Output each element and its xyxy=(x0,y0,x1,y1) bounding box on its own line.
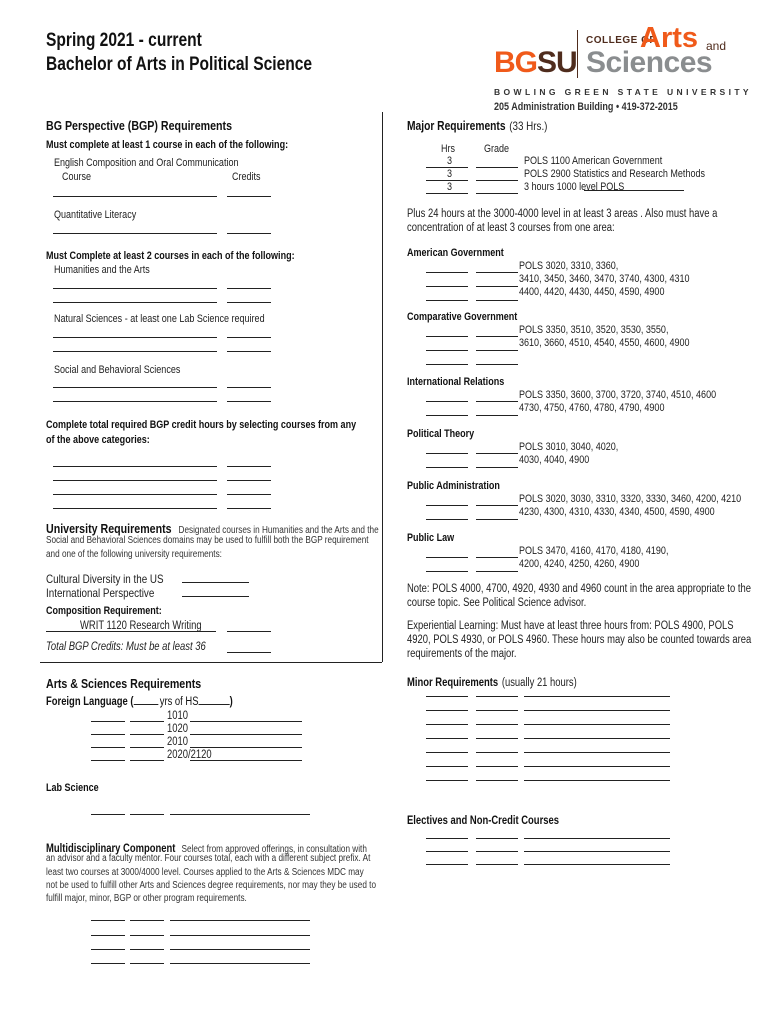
core-course: 3 hours 1000 level POLS xyxy=(524,181,625,193)
column-divider xyxy=(382,112,383,662)
bgp-must2: Must Complete at least 2 courses in each of the following: xyxy=(46,250,295,262)
bgsu-su: SU xyxy=(537,46,577,79)
complete-line1: Complete total required BGP credit hours by selecting courses from any xyxy=(46,419,357,431)
international-label: International Perspective xyxy=(46,586,155,600)
mdc-blank-b xyxy=(130,963,164,964)
area-heading: American Government xyxy=(407,247,504,259)
fl-blank-b xyxy=(130,734,164,735)
minor-note: (usually 21 hours) xyxy=(501,677,577,689)
university-name: BOWLING GREEN STATE UNIVERSITY xyxy=(494,87,752,97)
plus-line1: Plus 24 hours at the 3000-4000 level in at least 3 areas . Also must have a xyxy=(407,208,718,220)
soc-credit-2 xyxy=(227,401,271,402)
section-divider xyxy=(40,662,382,663)
minor-hrs-line xyxy=(426,724,468,725)
core-hrs: 3 xyxy=(447,155,453,167)
hum-credit-2 xyxy=(227,302,271,303)
area-hrs-line xyxy=(426,453,468,454)
elective-grade-line xyxy=(476,838,518,839)
exp-line1: Experiential Learning: Must have at least three hours from: POLS 4900, POLS xyxy=(407,620,734,632)
area-hrs-line xyxy=(426,286,468,287)
area-hrs-line xyxy=(426,505,468,506)
page-title-line2: Bachelor of Arts in Political Science xyxy=(46,54,313,75)
logo-college-of: COLLEGE OF xyxy=(586,35,656,46)
area-hrs-line xyxy=(426,364,468,365)
area-grade-line xyxy=(476,453,518,454)
minor-course-line xyxy=(524,780,670,781)
any-credit-3 xyxy=(227,494,271,495)
lab-science-label: Lab Science xyxy=(46,782,99,794)
area-courses: POLS 3020, 3030, 3310, 3320, 3330, 3460, 4200, 4210 xyxy=(519,493,742,505)
elective-hrs-line xyxy=(426,851,468,852)
area-heading: Public Law xyxy=(407,532,455,544)
writ-line xyxy=(46,631,216,632)
minor-course-line xyxy=(524,696,670,697)
grade-col: Grade xyxy=(484,143,510,155)
hs-years-blank[interactable] xyxy=(133,704,158,705)
area-hrs-line xyxy=(426,467,468,468)
minor-heading-row xyxy=(407,673,577,691)
lab-line-c xyxy=(170,814,310,815)
area-grade-line xyxy=(476,401,518,402)
area-hrs-line xyxy=(426,557,468,558)
core-course: POLS 1100 American Government xyxy=(524,155,663,167)
area-grade-line xyxy=(476,467,518,468)
mdc-blank-a xyxy=(91,963,125,964)
credits-col-label: Credits xyxy=(232,171,261,183)
area-grade-line xyxy=(476,364,518,365)
any-line-4 xyxy=(53,508,217,509)
english-label: English Composition and Oral Communication xyxy=(54,157,239,169)
minor-hrs-line xyxy=(426,780,468,781)
minor-course-line xyxy=(524,766,670,767)
social-label: Social and Behavioral Sciences xyxy=(54,364,181,376)
minor-grade-line xyxy=(476,780,518,781)
core-grade-line xyxy=(476,193,518,194)
elective-course-line xyxy=(524,864,670,865)
multi-heading: Multidisciplinary Component xyxy=(46,843,176,855)
any-credit-2 xyxy=(227,480,271,481)
minor-grade-line xyxy=(476,752,518,753)
total-bgp: Total BGP Credits: Must be at least 36 xyxy=(46,641,206,653)
nat-credit-2 xyxy=(227,351,271,352)
fl-course-line xyxy=(190,747,302,748)
area-heading: International Relations xyxy=(407,376,505,388)
humanities-label: Humanities and the Arts xyxy=(54,264,150,276)
elective-grade-line xyxy=(476,864,518,865)
area-hrs-line xyxy=(426,272,468,273)
core-grade-line xyxy=(476,180,518,181)
fl-blank-a xyxy=(91,734,125,735)
bgp-must1: Must complete at least 1 course in each of the following: xyxy=(46,139,289,151)
multi-desc3: least two courses at 3000/4000 level. Courses applied to the Arts & Sciences MDC may xyxy=(46,867,364,878)
hs-blank-2[interactable] xyxy=(199,704,230,705)
area-courses: 4200, 4240, 4250, 4260, 4900 xyxy=(519,558,640,570)
area-courses: POLS 3010, 3040, 4020, xyxy=(519,441,619,453)
exp-line2: 4920, POLS 4930, or POLS 4960. These hours may also be counted towards area xyxy=(407,634,752,646)
area-courses: POLS 3350, 3510, 3520, 3530, 3550, xyxy=(519,324,669,336)
any-credit-1 xyxy=(227,466,271,467)
minor-grade-line xyxy=(476,696,518,697)
core-hrs: 3 xyxy=(447,181,453,193)
cultural-label: Cultural Diversity in the US xyxy=(46,572,164,586)
logo-divider xyxy=(577,30,578,78)
quant-credit-line xyxy=(227,233,271,234)
area-heading: Comparative Government xyxy=(407,311,518,323)
area-courses: 3410, 3450, 3460, 3470, 3740, 4300, 4310 xyxy=(519,273,690,285)
elective-course-line xyxy=(524,851,670,852)
mdc-blank-a xyxy=(91,949,125,950)
foreign-a: Foreign Language ( xyxy=(46,696,134,708)
plus-line2: concentration of at least 3 courses from one area: xyxy=(407,222,615,234)
minor-grade-line xyxy=(476,738,518,739)
multi-desc2: an advisor and a faculty mentor. Four courses total, each with a different subject prefix. At xyxy=(46,853,371,864)
area-heading: Political Theory xyxy=(407,428,475,440)
lab-line-a xyxy=(91,814,125,815)
english-course-line xyxy=(53,196,217,197)
elective-hrs-line xyxy=(426,838,468,839)
minor-heading: Minor Requirements xyxy=(407,677,499,689)
lab-line-b xyxy=(130,814,164,815)
electives-heading: Electives and Non-Credit Courses xyxy=(407,815,559,827)
fl-blank-b xyxy=(130,721,164,722)
mdc-course-line xyxy=(170,963,310,964)
university-heading: University Requirements xyxy=(46,521,172,536)
hrs-col: Hrs xyxy=(441,143,456,155)
area-grade-line xyxy=(476,557,518,558)
any-line-3 xyxy=(53,494,217,495)
logo-sciences: Sciences xyxy=(586,46,713,79)
address: 205 Administration Building • 419-372-2015 xyxy=(494,101,678,113)
hum-line-1 xyxy=(53,288,217,289)
soc-line-1 xyxy=(53,387,217,388)
area-courses: 4030, 4040, 4900 xyxy=(519,454,590,466)
core-extra-line xyxy=(584,190,684,191)
minor-hrs-line xyxy=(426,752,468,753)
area-grade-line xyxy=(476,272,518,273)
core-grade-line xyxy=(476,167,518,168)
course-col-label: Course xyxy=(62,171,92,183)
writ-credit-line xyxy=(227,631,271,632)
minor-hrs-line xyxy=(426,766,468,767)
minor-hrs-line xyxy=(426,738,468,739)
elective-course-line xyxy=(524,838,670,839)
university-desc1: Designated courses in Humanities and the Arts and the xyxy=(178,525,379,536)
mdc-blank-b xyxy=(130,920,164,921)
fl-blank-a xyxy=(91,747,125,748)
core-hrs-line xyxy=(426,193,468,194)
mdc-blank-a xyxy=(91,920,125,921)
area-hrs-line xyxy=(426,350,468,351)
minor-hrs-line xyxy=(426,710,468,711)
any-line-2 xyxy=(53,480,217,481)
area-grade-line xyxy=(476,571,518,572)
area-heading: Public Administration xyxy=(407,480,500,492)
foreign-level-label: 1010 xyxy=(167,710,188,722)
hum-line-2 xyxy=(53,302,217,303)
multi-desc4: not be used to fulfill other Arts and Sciences degree requirements, nor may they be used to xyxy=(46,880,377,891)
bgsu-bg: BG xyxy=(494,46,537,79)
bgsu-wordmark xyxy=(494,46,577,80)
fl-course-line xyxy=(190,734,302,735)
quant-course-line xyxy=(53,233,217,234)
mdc-blank-b xyxy=(130,949,164,950)
any-credit-4 xyxy=(227,508,271,509)
area-hrs-line xyxy=(426,519,468,520)
soc-line-2 xyxy=(53,401,217,402)
any-line-1 xyxy=(53,466,217,467)
university-desc3: and one of the following university requirements: xyxy=(46,549,222,560)
major-heading: Major Requirements xyxy=(407,119,506,133)
logo-arts: Arts xyxy=(640,22,699,54)
minor-course-line xyxy=(524,738,670,739)
foreign-row xyxy=(46,696,233,708)
elective-hrs-line xyxy=(426,864,468,865)
as-heading: Arts & Sciences Requirements xyxy=(46,676,202,691)
multi-desc1: Select from approved offerings, in consultation with xyxy=(181,844,367,855)
nat-credit-1 xyxy=(227,337,271,338)
area-hrs-line xyxy=(426,300,468,301)
area-courses: POLS 3350, 3600, 3700, 3720, 3740, 4510, 4600 xyxy=(519,389,717,401)
area-hrs-line xyxy=(426,571,468,572)
hum-credit-1 xyxy=(227,288,271,289)
area-grade-line xyxy=(476,336,518,337)
area-grade-line xyxy=(476,519,518,520)
area-grade-line xyxy=(476,505,518,506)
minor-course-line xyxy=(524,710,670,711)
soc-credit-1 xyxy=(227,387,271,388)
nat-line-2 xyxy=(53,351,217,352)
mdc-blank-a xyxy=(91,935,125,936)
fl-blank-b xyxy=(130,747,164,748)
fl-blank-a xyxy=(91,760,125,761)
foreign-level-label: 2010 xyxy=(167,736,188,748)
area-courses: 4730, 4750, 4760, 4780, 4790, 4900 xyxy=(519,402,665,414)
minor-course-line xyxy=(524,752,670,753)
natural-label: Natural Sciences - at least one Lab Science required xyxy=(54,313,265,325)
bgp-heading: BG Perspective (BGP) Requirements xyxy=(46,118,233,133)
major-heading-row xyxy=(407,117,547,135)
international-line xyxy=(182,596,249,597)
minor-grade-line xyxy=(476,710,518,711)
area-courses: 3610, 3660, 4510, 4540, 4550, 4600, 4900 xyxy=(519,337,690,349)
area-grade-line xyxy=(476,350,518,351)
note-line2: course topic. See Political Science advisor. xyxy=(407,597,587,609)
minor-hrs-line xyxy=(426,696,468,697)
total-bgp-line xyxy=(227,652,271,653)
core-course: POLS 2900 Statistics and Research Methods xyxy=(524,168,706,180)
english-credit-line xyxy=(227,196,271,197)
area-courses: POLS 3020, 3310, 3360, xyxy=(519,260,619,272)
mdc-course-line xyxy=(170,935,310,936)
quant-label: Quantitative Literacy xyxy=(54,209,137,221)
foreign-b: yrs of HS xyxy=(159,696,199,708)
bgsu-logo xyxy=(494,24,734,96)
fl-blank-a xyxy=(91,721,125,722)
mdc-course-line xyxy=(170,949,310,950)
mdc-course-line xyxy=(170,920,310,921)
university-desc2: Social and Behavioral Sciences domains may be used to fulfill both the BGP requirement xyxy=(46,535,369,546)
core-hrs: 3 xyxy=(447,168,453,180)
minor-grade-line xyxy=(476,766,518,767)
fl-course-line xyxy=(190,760,302,761)
cultural-line xyxy=(182,582,249,583)
area-courses: 4400, 4420, 4430, 4450, 4590, 4900 xyxy=(519,286,665,298)
fl-course-line xyxy=(190,721,302,722)
area-grade-line xyxy=(476,286,518,287)
fl-blank-b xyxy=(130,760,164,761)
area-courses: POLS 3470, 4160, 4170, 4180, 4190, xyxy=(519,545,669,557)
area-hrs-line xyxy=(426,401,468,402)
note-line1: Note: POLS 4000, 4700, 4920, 4930 and 4960 count in the area appropriate to the xyxy=(407,583,751,595)
page-title-line1: Spring 2021 - current xyxy=(46,30,202,51)
area-grade-line xyxy=(476,415,518,416)
exp-line3: requirements of the major. xyxy=(407,648,517,660)
logo-and: and xyxy=(706,39,727,53)
foreign-level-label: 2020/2120 xyxy=(167,749,212,761)
mdc-blank-b xyxy=(130,935,164,936)
major-hrs-note: (33 Hrs.) xyxy=(509,119,548,133)
composition-label: Composition Requirement: xyxy=(46,605,162,617)
nat-line-1 xyxy=(53,337,217,338)
area-grade-line xyxy=(476,300,518,301)
multi-desc5: fulfill major, minor, BGP or other program requirements. xyxy=(46,893,247,904)
writ-label: WRIT 1120 Research Writing xyxy=(80,620,202,632)
area-courses: 4230, 4300, 4310, 4330, 4340, 4500, 4590, 4900 xyxy=(519,506,715,518)
area-hrs-line xyxy=(426,415,468,416)
foreign-c: ) xyxy=(229,696,233,708)
minor-grade-line xyxy=(476,724,518,725)
foreign-level-label: 1020 xyxy=(167,723,188,735)
elective-grade-line xyxy=(476,851,518,852)
complete-line2: of the above categories: xyxy=(46,434,150,446)
area-hrs-line xyxy=(426,336,468,337)
minor-course-line xyxy=(524,724,670,725)
